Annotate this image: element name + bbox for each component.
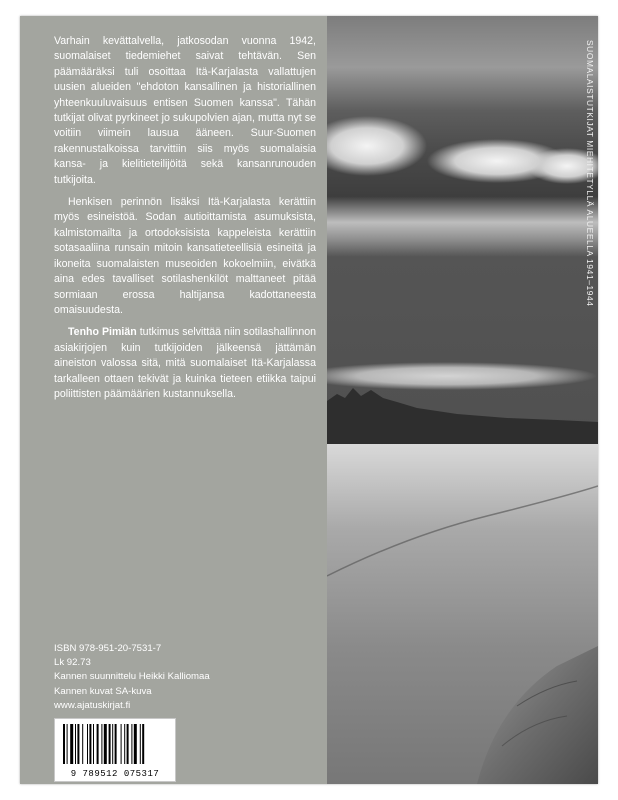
book-back-cover [20, 16, 598, 784]
blurb-paragraph-1: Varhain kevättalvella, jatkosodan vuonna 1942, suomalaiset tiedemiehet saivat tehtävän. Sen päämääräksi tuli osoittaa Itä-Karjalasta vallattujen uusien alueiden "ehdoton kansallinen ja historiallinen yhteenkuuluvaisuus entisen Suomen kanssa". Tähän tutkijat olivat pyrkineet jo sukupolvien ajan, mutta nyt se voitiin viimein lausua ääneen. Suur-Suomen rakennustalkoissa tarvittiin siis myös suomalaisia kansa- ja kielitieteilijöitä sekä kansanrunouden tutkijoita. [54, 35, 316, 186]
cover-photo-credit: Kannen kuvat SA-kuva [54, 685, 152, 697]
blurb-text [54, 34, 316, 409]
blurb-paragraph-3 [54, 325, 316, 402]
cover-design-credit: Kannen suunnittelu Heikki Kalliomaa [54, 671, 210, 683]
library-classification: Lk 92.73 [54, 657, 91, 669]
author-name: Tenho Pimiän [68, 326, 137, 339]
publisher-website: www.ajatuskirjat.fi [54, 699, 131, 711]
cover-photo-frozen-lake [327, 16, 598, 784]
spine-title [583, 40, 597, 380]
isbn: ISBN 978-951-20-7531-7 [54, 643, 162, 654]
colophon [54, 642, 210, 713]
isbn-barcode [54, 718, 176, 782]
spine-title-text: SUOMALAISTUTKIJAT MIEHITETYLLÄ ALUEELLA 1941–1944 [585, 40, 595, 307]
barcode-bars-icon [63, 724, 167, 764]
blurb-paragraph-3-text: tutkimus selvittää niin sotilashallinnon asiakirjojen kuin tutkijoiden jälkeensä jättämän aineiston valossa sitä, mitä suomalaiset Itä-Karjalassa tarkalleen ottaen tekivät ja kuinka tieteen etiikka taipui poliittisten päämäärien kustannuksella. [54, 326, 316, 400]
blurb-paragraph-2: Henkisen perinnön lisäksi Itä-Karjalasta kerättiin myös esineistöä. Sodan autioittamista asumuksista, kalmistomailta ja ortodoksisista kappeleista kerättiin sotasaaliina runsain mitoin kansatieteellisiä esineitä ja ikoneita suomalaisten museoiden kokoelmiin, eivätkä aina edes tavalliset sotilashenkilöt malttaneet pitää sormiaan erossa haltijansa kadottaneesta omaisuudesta. [54, 196, 316, 316]
text-panel [20, 16, 327, 784]
barcode-number: 9 789512 075317 [70, 769, 160, 779]
